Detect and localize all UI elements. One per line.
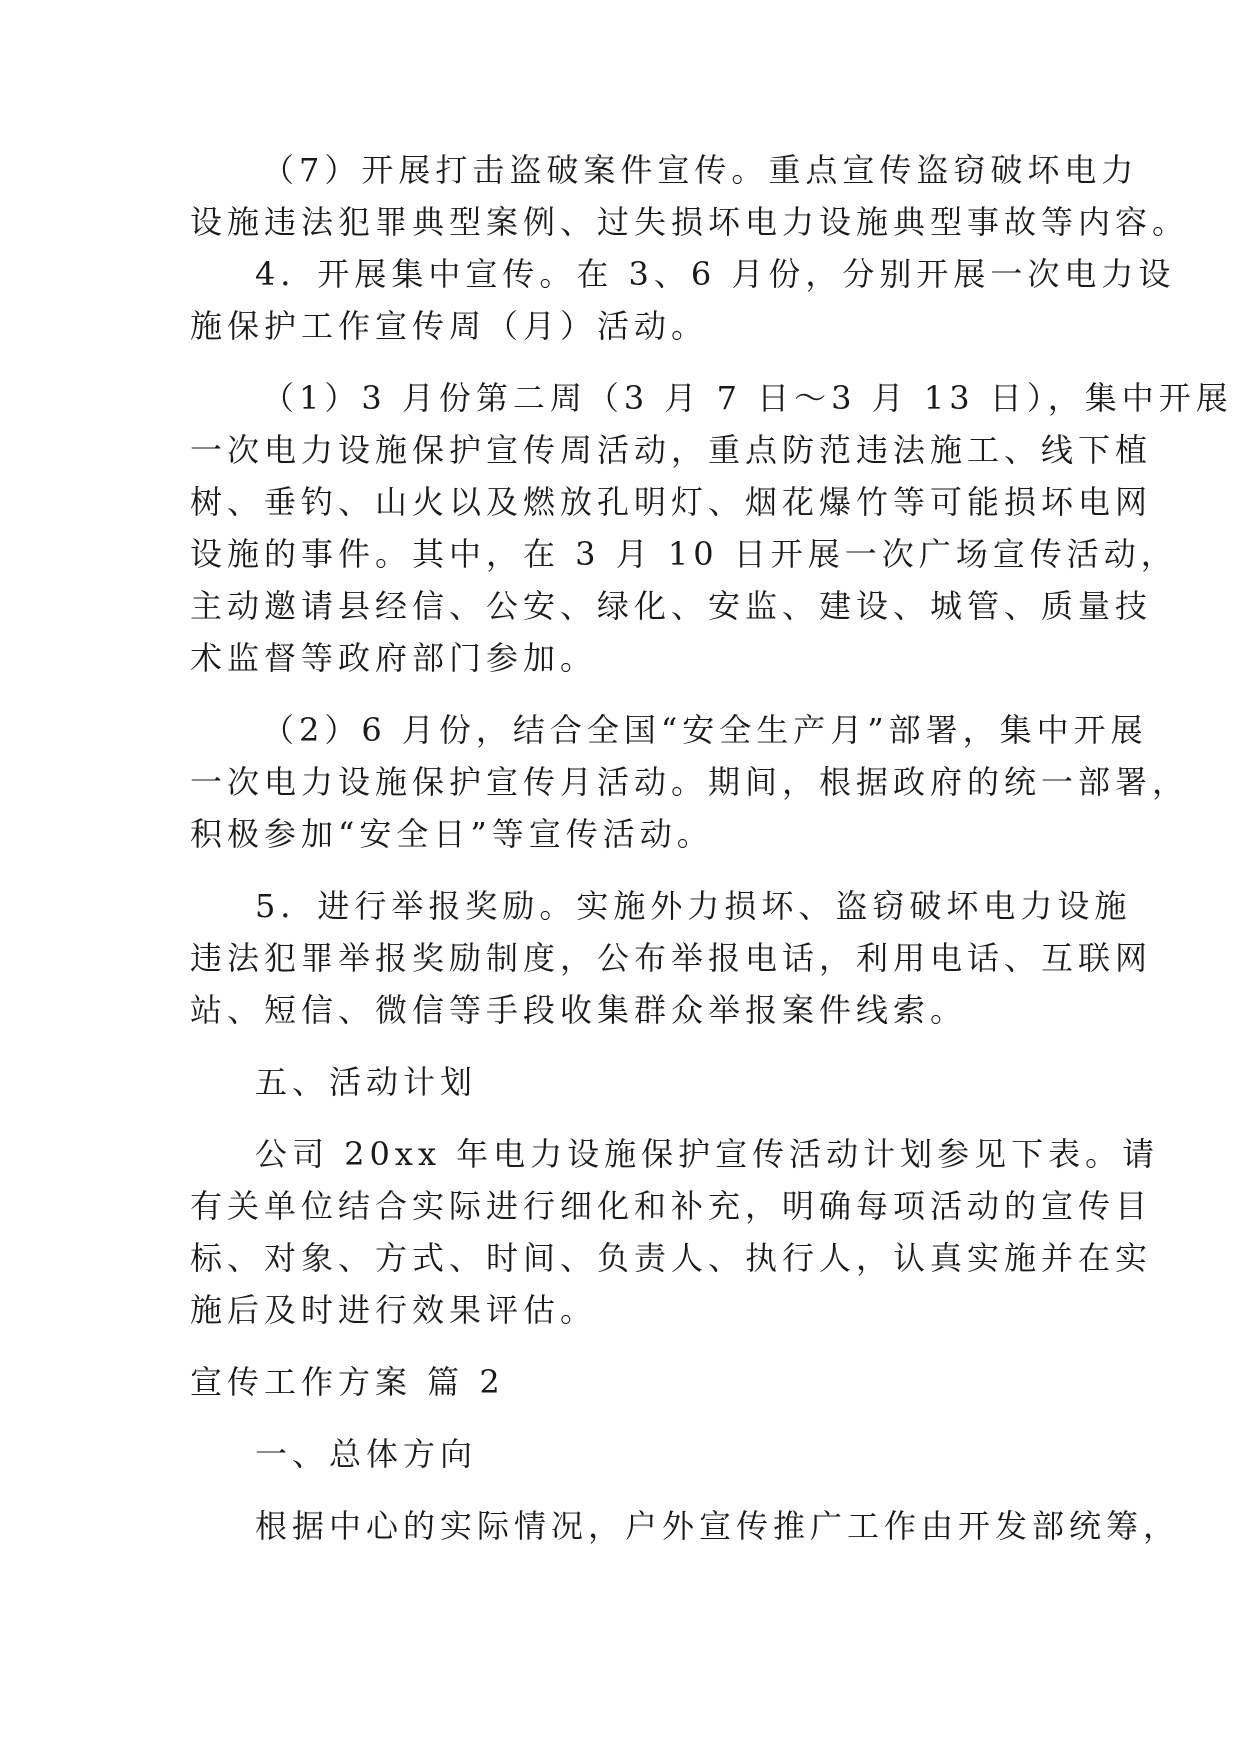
paragraph-line: 设施的事件。其中，在 3 月 10 日开展一次广场宣传活动， — [190, 535, 1178, 573]
paragraph-line: （1）3 月份第二周（3 月 7 日～3 月 13 日），集中开展 — [262, 379, 1233, 417]
paragraph-line: 积极参加“安全日”等宣传活动。 — [190, 815, 714, 853]
article-title: 宣传工作方案 篇 2 — [190, 1363, 505, 1401]
paragraph-line: （7）开展打击盗破案件宣传。重点宣传盗窃破坏电力 — [262, 151, 1139, 189]
paragraph-line: 术监督等政府部门参加。 — [190, 639, 598, 677]
paragraph-line: 主动邀请县经信、公安、绿化、安监、建设、城管、质量技 — [190, 587, 1153, 625]
paragraph-line: 5．进行举报奖励。实施外力损坏、盗窃破坏电力设施 — [255, 887, 1132, 925]
paragraph-line: 站、短信、微信等手段收集群众举报案件线索。 — [190, 991, 968, 1029]
paragraph-line: 一次电力设施保护宣传月活动。期间，根据政府的统一部署， — [190, 763, 1190, 801]
paragraph-line: 施后及时进行效果评估。 — [190, 1291, 598, 1329]
paragraph-line: 设施违法犯罪典型案例、过失损坏电力设施典型事故等内容。 — [190, 203, 1190, 241]
paragraph-line: 施保护工作宣传周（月）活动。 — [190, 307, 709, 345]
section-heading: 一、总体方向 — [255, 1435, 478, 1473]
paragraph-line: 根据中心的实际情况，户外宣传推广工作由开发部统筹， — [255, 1507, 1181, 1545]
paragraph-line: （2）6 月份，结合全国“安全生产月”部署，集中开展 — [262, 711, 1148, 749]
paragraph-line: 标、对象、方式、时间、负责人、执行人，认真实施并在实 — [190, 1239, 1153, 1277]
paragraph-line: 有关单位结合实际进行细化和补充，明确每项活动的宣传目 — [190, 1187, 1153, 1225]
paragraph-line: 4．开展集中宣传。在 3、6 月份，分别开展一次电力设 — [255, 255, 1176, 293]
section-heading: 五、活动计划 — [255, 1063, 478, 1101]
paragraph-line: 公司 20xx 年电力设施保护宣传活动计划参见下表。请 — [255, 1135, 1160, 1173]
paragraph-line: 违法犯罪举报奖励制度，公布举报电话，利用电话、互联网 — [190, 939, 1153, 977]
paragraph-line: 一次电力设施保护宣传周活动，重点防范违法施工、线下植 — [190, 431, 1153, 469]
paragraph-line: 树、垂钓、山火以及燃放孔明灯、烟花爆竹等可能损坏电网 — [190, 483, 1153, 521]
